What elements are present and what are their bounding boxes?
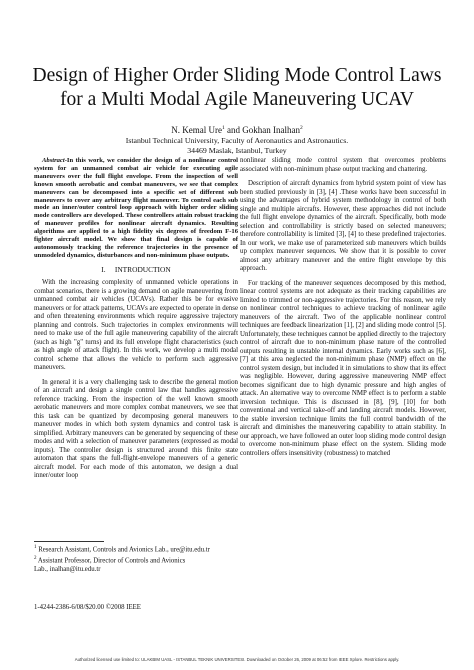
footnote-2-continued: Lab., inalhan@itu.edu.tr <box>34 565 101 573</box>
footnote-1-text: Research Assistant, Controls and Avionics Lab., ure@itu.edu.tr <box>36 546 210 554</box>
intro-paragraph-1: With the increasing complexity of unmanned vehicle operations in combat scenarios, there is a growing demand on agile maneuvering from unmanned combat air vehicles (UCAVs). Rather this be for evasive maneuvers or for attack patterns, UCAVs are expected to operate in dense and often threatening environments which require aggressive trajectory planning and controls. Such trajectories in complex environments will need to make use of the full agile maneuvering capability of the aircraft (such as high "g" turns) and its full envelope flight characteristics (such as high angle of attack flight). In this work, we develop a multi modal control scheme that allows the vehicle to perform such aggressive maneuvers. <box>34 279 238 372</box>
footnotes <box>34 544 238 574</box>
section-number: I. <box>101 264 106 274</box>
abstract-text: -In this work, we consider the design of a nonlinear control system for an unmanned combat air vehicle for executing agile maneuvers over the full flight envelope. From the inspection of well known smooth aerobatic and combat maneuvers, we see that complex maneuvers can be decomposed into a specific set of different sub maneuvers to cover any arbitrary flight maneuver. To control each sub mode an inner/outer control loop approach with higher order sliding mode controllers are developed. These controllers attain robust tracking of maneuver profiles for nonlinear aircraft dynamics. Resulting algorithms are applied to a high fidelity six degrees of freedom F-16 fighter aircraft model. We show that final design is capable of autonomously tracking the reference trajectories in the presence of unmodeled dynamics, disturbances and non-minimum phase outputs. <box>34 157 238 259</box>
footnote-1 <box>34 544 238 555</box>
author-2-footnote-mark: 2 <box>299 125 303 131</box>
author-names <box>60 123 414 136</box>
title-line-1: Design of Higher Order Sliding Mode Control Laws <box>32 65 442 86</box>
right-paragraph-3: For tracking of the maneuver sequences decomposed by this method, linear control systems are not adequate as their tracking capabilities are limited to trimmed or non-aggressive trajectories. For this reason, we rely on nonlinear control techniques to achieve tracking of nonlinear agile maneuvers of the aircraft. Two of the applicable nonlinear control techniques are feedback linearization [1], [2] and sliding mode control [5]. Unfortunately, these techniques cannot be applied directly to the trajectory control of aircraft due to non-minimum phase nature of the controlled outputs resulting in unstable internal dynamics. Early works such as [6], [7] at this area neglected the non-minimum phase (NMP) effect on the control system design, but included it in simulations to show that its effect was negligible. However, during aggressive maneuvering NMP effect becomes significant due to high dynamic pressure and high angles of attack. An alternative way to overcome NMP effect is to perform a stable inversion technique. This is discussed in [8], [9], [10] for both conventional and vertical take-off and landing aircraft models. However, the stable inversion technique limits the full control bandwidth of the aircraft and diminishes the maneuvering capability to attain stability. In our approach, we have followed an outer loop sliding mode control design to overcome non-minimum phase effect on the system. Sliding mode controllers offers insensitivity (robustness) to matched <box>240 279 446 457</box>
paper-title <box>20 64 454 112</box>
footnote-divider <box>34 541 104 542</box>
footnote-2-mark: 2 <box>34 555 37 561</box>
author-1-footnote-mark: 1 <box>222 125 225 131</box>
footnote-2 <box>34 555 238 566</box>
abstract <box>34 157 238 260</box>
section-title: INTRODUCTION <box>114 264 171 274</box>
license-notice: Authorized licensed use limited to: ULAKBIM UASL - ISTANBUL TEKNIK UNIVERSITESI. Downloaded on October 26, 2009 at 06:52 from IEEE Xplore. Restrictions apply. <box>74 657 400 662</box>
footnote-2-text: Assistant Professor, Director of Controls and Avionics <box>36 557 186 565</box>
title-line-2: for a Multi Modal Agile Maneuvering UCAV <box>60 89 414 110</box>
affiliation: Istanbul Technical University, Faculty of Aeronautics and Astronautics. <box>125 136 349 145</box>
right-column <box>240 157 446 464</box>
isbn-copyright: 1-4244-2386-6/08/$20.00 ©2008 IEEE <box>34 604 141 611</box>
author-1: N. Kemal Ure <box>171 125 222 135</box>
right-paragraph-1: nonlinear sliding mode control system that overcomes problems associated with non-minimum phase output tracking and chattering. <box>240 157 446 173</box>
footnote-1-mark: 1 <box>34 545 37 550</box>
address: 34469 Maslak, Istanbul, Turkey <box>187 145 287 155</box>
author-block <box>60 123 414 155</box>
section-heading <box>34 266 238 275</box>
right-paragraph-2: Description of aircraft dynamics from hybrid system point of view has been studied previously in [3], [4] .These works have been successful in using the advantages of hybrid system methodology in control of both single and multiple aircrafts. However, these approaches did not include the full flight envelope dynamics of the aircraft. Specifically, both mode selection and controllability is strictly based on selected maneuvers; therefore controllability is limited [3], [4] to these predefined trajectories. In our work, we make use of parameterized sub maneuvers which builds up complex maneuver sequences. We show that it is possible to cover almost any arbitrary maneuver and the entire flight envelope by this approach. <box>240 180 446 272</box>
author-conjunction: and Gokhan Inalhan <box>224 125 300 135</box>
abstract-lead: Abstract <box>42 157 65 164</box>
left-column <box>34 157 238 487</box>
intro-paragraph-2: In general it is a very challenging task to describe the general motion of an aircraft and design a single control law that handles aggressive reference tracking. From the inspection of the well known smooth aerobatic maneuvers and more complex combat maneuvers, we see that this task can be quantized by decomposing general maneuvers to maneuver modes in which both system dynamics and control task is simplified. Arbitrary maneuvers can be generated by sequencing of these modes and with a selection of maneuver parameters (expressed as modal inputs). The controller design is structured around this finite state automaton that spans the full-flight-envelope maneuvers of a generic aircraft model. For each mode of this automaton, we design a dual inner/outer loop <box>34 378 238 480</box>
